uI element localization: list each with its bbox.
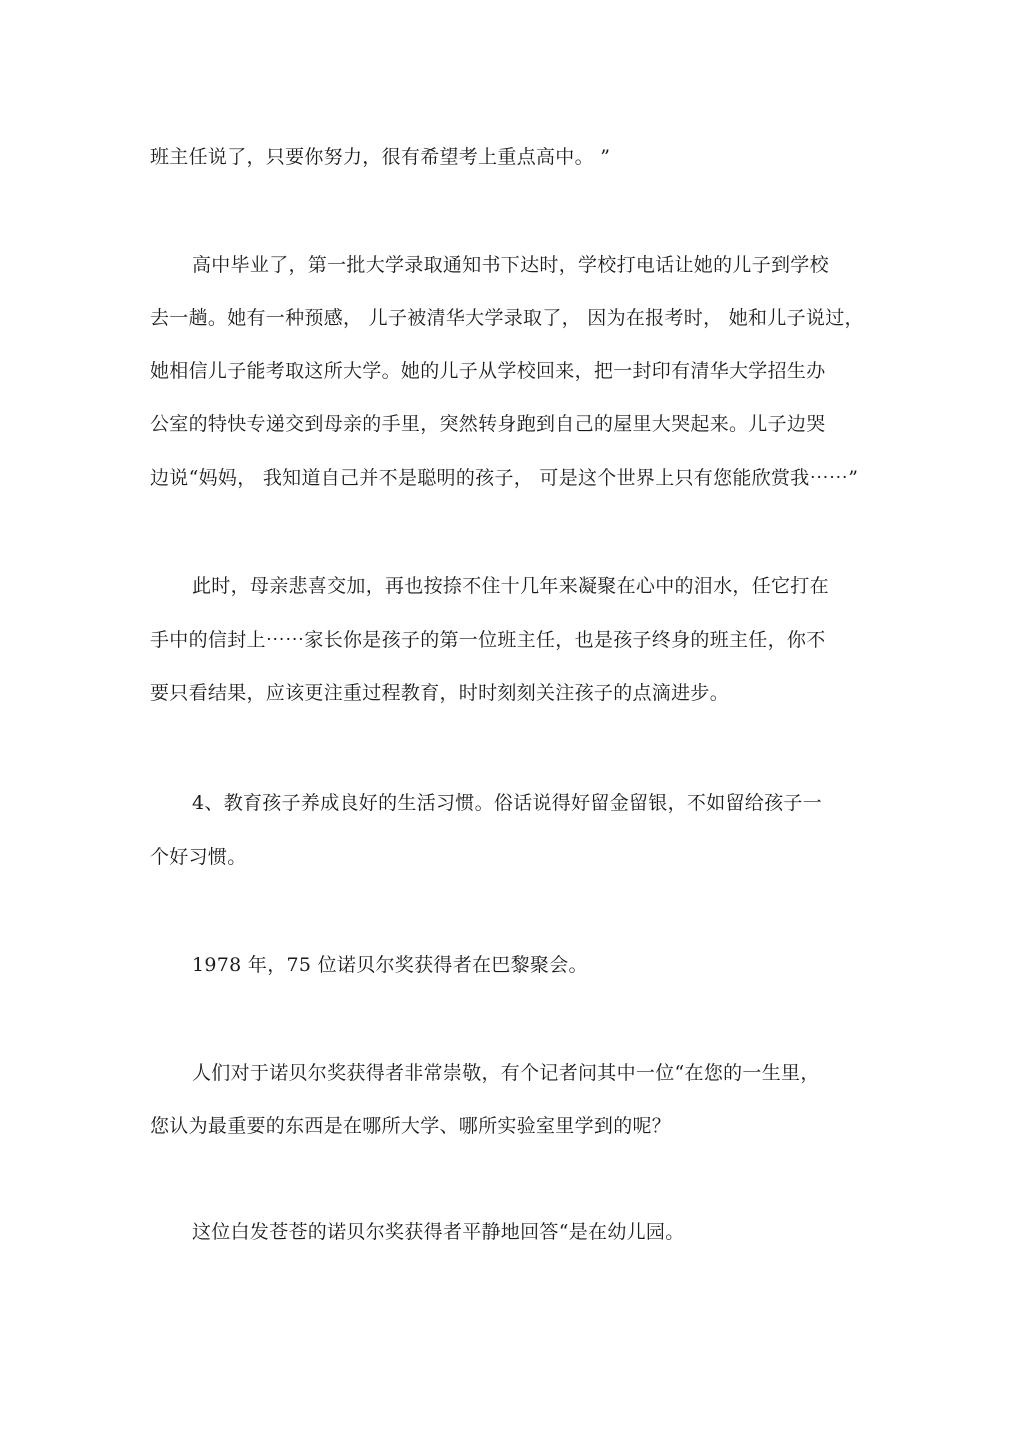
text-line: 1978 年，75 位诺贝尔奖获得者在巴黎聚会。: [192, 954, 588, 976]
text-line: 去一趟。她有一种预感， 儿子被清华大学录取了， 因为在报考时， 她和儿子说过，: [150, 307, 864, 329]
text-line: 班主任说了，只要你努力，很有希望考上重点高中。 ”: [150, 146, 611, 168]
text-line: 公室的特快专递交到母亲的手里，突然转身跑到自己的屋里大哭起来。儿子边哭: [150, 413, 826, 435]
text-line: 手中的信封上⋯⋯家长你是孩子的第一位班主任，也是孩子终身的班主任，你不: [150, 629, 826, 651]
text-line: 个好习惯。: [150, 846, 247, 868]
text-line: 此时，母亲悲喜交加，再也按捺不住十几年来凝聚在心中的泪水，任它打在: [192, 575, 829, 597]
text-line: 您认为最重要的东西是在哪所大学、哪所实验室里学到的呢？: [150, 1115, 672, 1137]
text-line: 这位白发苍苍的诺贝尔奖获得者平静地回答“是在幼儿园。: [192, 1221, 685, 1243]
text-line: 她相信儿子能考取这所大学。她的儿子从学校回来，把一封印有清华大学招生办: [150, 360, 826, 382]
text-line: 高中毕业了，第一批大学录取通知书下达时，学校打电话让她的儿子到学校: [192, 254, 829, 276]
text-line: 人们对于诺贝尔奖获得者非常崇敬，有个记者问其中一位“在您的一生里，: [192, 1062, 820, 1084]
text-line: 要只看结果，应该更注重过程教育，时时刻刻关注孩子的点滴进步。: [150, 682, 730, 704]
text-line: 4、教育孩子养成良好的生活习惯。俗话说得好留金留银，不如留给孩子一: [192, 792, 822, 814]
text-line: 边说“妈妈， 我知道自己并不是聪明的孩子， 可是这个世界上只有您能欣赏我⋯⋯”: [150, 467, 859, 489]
